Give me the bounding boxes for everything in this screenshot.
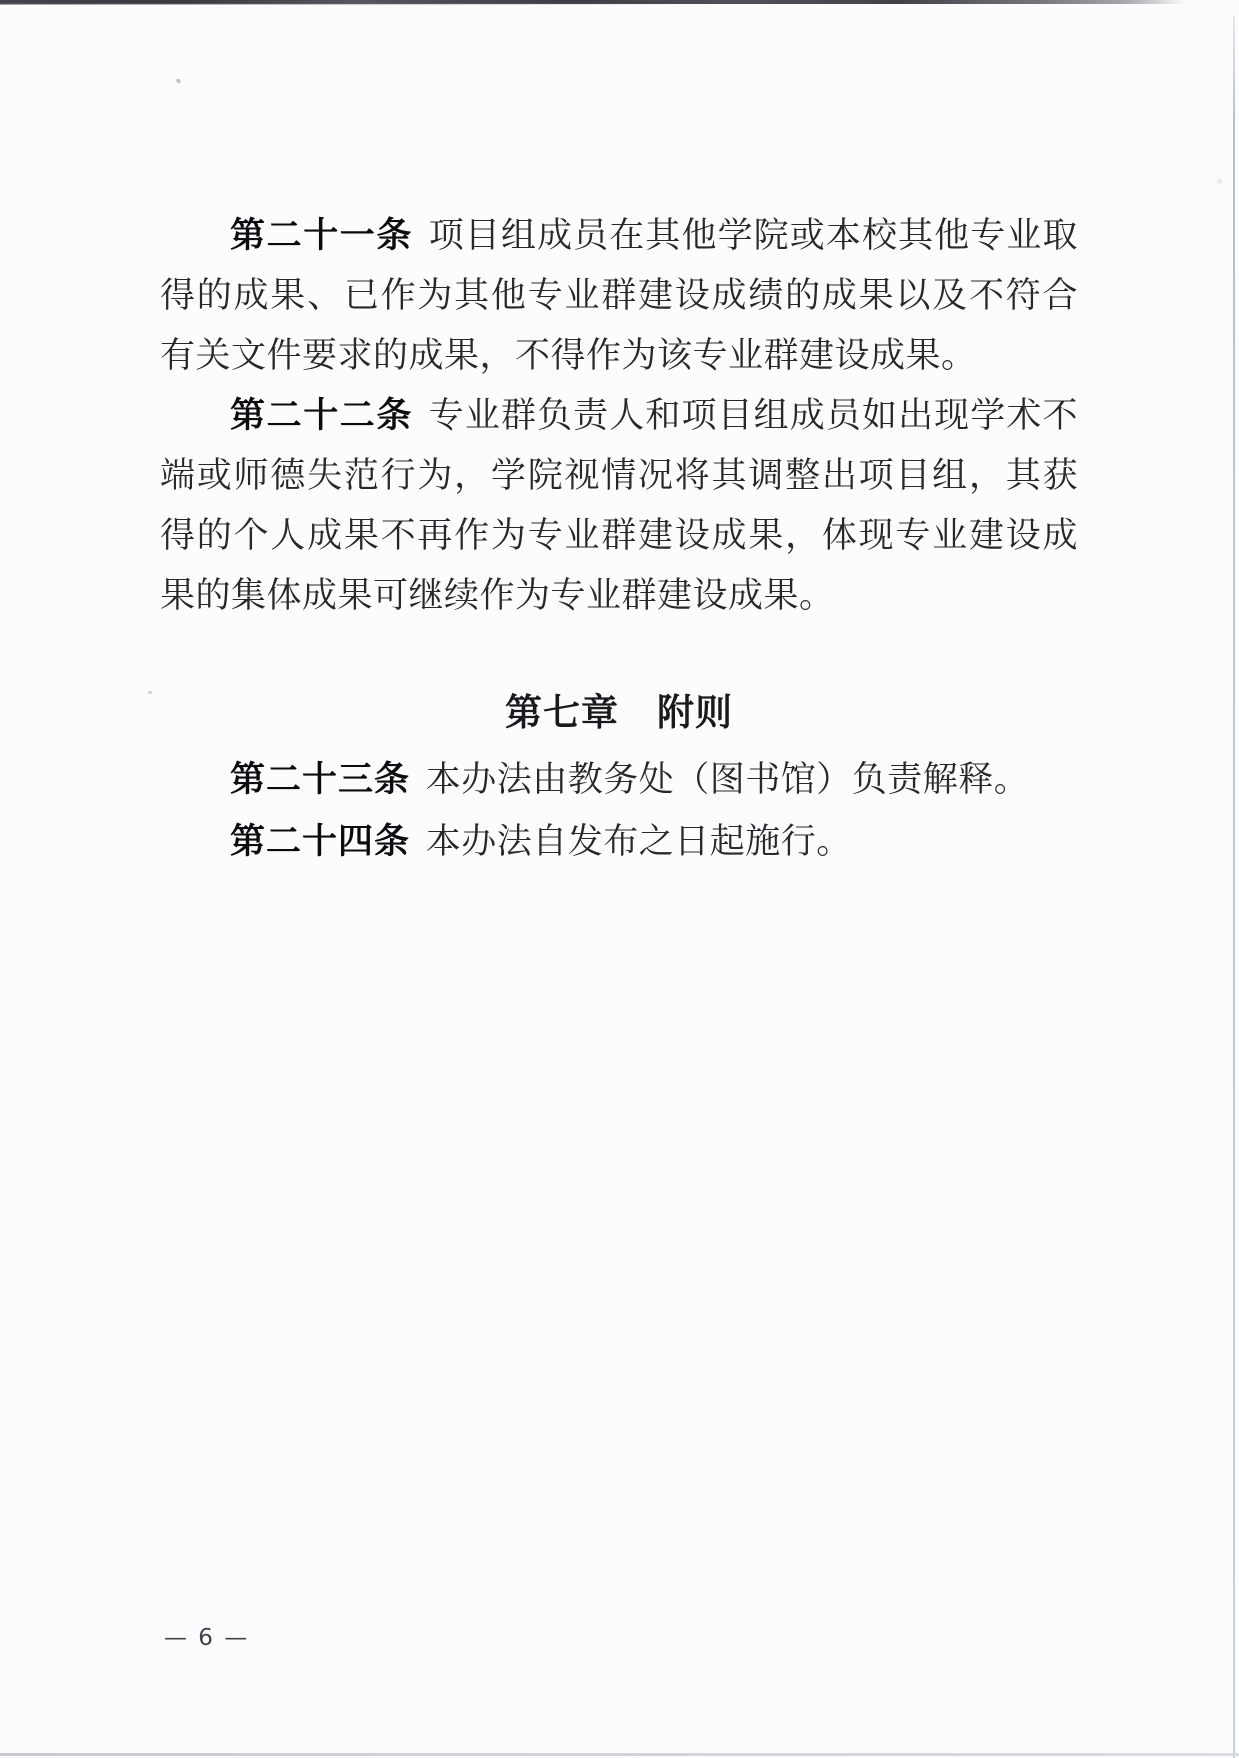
- article-21-paragraph: [160, 206, 1078, 386]
- article-24-label: 第二十四条: [230, 822, 411, 861]
- document-body: [160, 206, 1078, 626]
- article-22-text: 专业群负责人和项目组成员如出现学术不端或师德失范行为，学院视情况将其调整出项目组，其获得的个人成果不再作为专业群建设成果，体现专业建设成果的集体成果可继续作为专业群建设成果。: [160, 396, 1078, 615]
- article-24-text: 本办法自发布之日起施行。: [425, 822, 852, 861]
- page-number: — 6 —: [164, 1625, 250, 1651]
- article-21-text: 项目组成员在其他学院或本校其他专业取得的成果、已作为其他专业群建设成绩的成果以及不符合有关文件要求的成果，不得作为该专业群建设成果。: [160, 216, 1078, 375]
- scan-right-page-edge: [1233, 16, 1235, 1758]
- scan-top-edge-artifact-overlay: [0, 3, 720, 5]
- article-22-label: 第二十二条: [230, 396, 414, 435]
- chapter-7-heading: 第七章 附则: [505, 693, 733, 734]
- scan-speck: [1216, 178, 1223, 185]
- scan-speck: [175, 78, 181, 84]
- article-21-label: 第二十一条: [230, 216, 414, 255]
- article-23-label: 第二十三条: [230, 760, 411, 799]
- article-22-paragraph: [160, 386, 1078, 626]
- article-24-row: [160, 812, 1180, 872]
- article-23-text: 本办法由教务处（图书馆）负责解释。: [425, 760, 1030, 799]
- scan-speck: [148, 691, 152, 694]
- article-23-row: [160, 750, 1180, 810]
- scan-bottom-page-edge: [0, 1753, 1239, 1756]
